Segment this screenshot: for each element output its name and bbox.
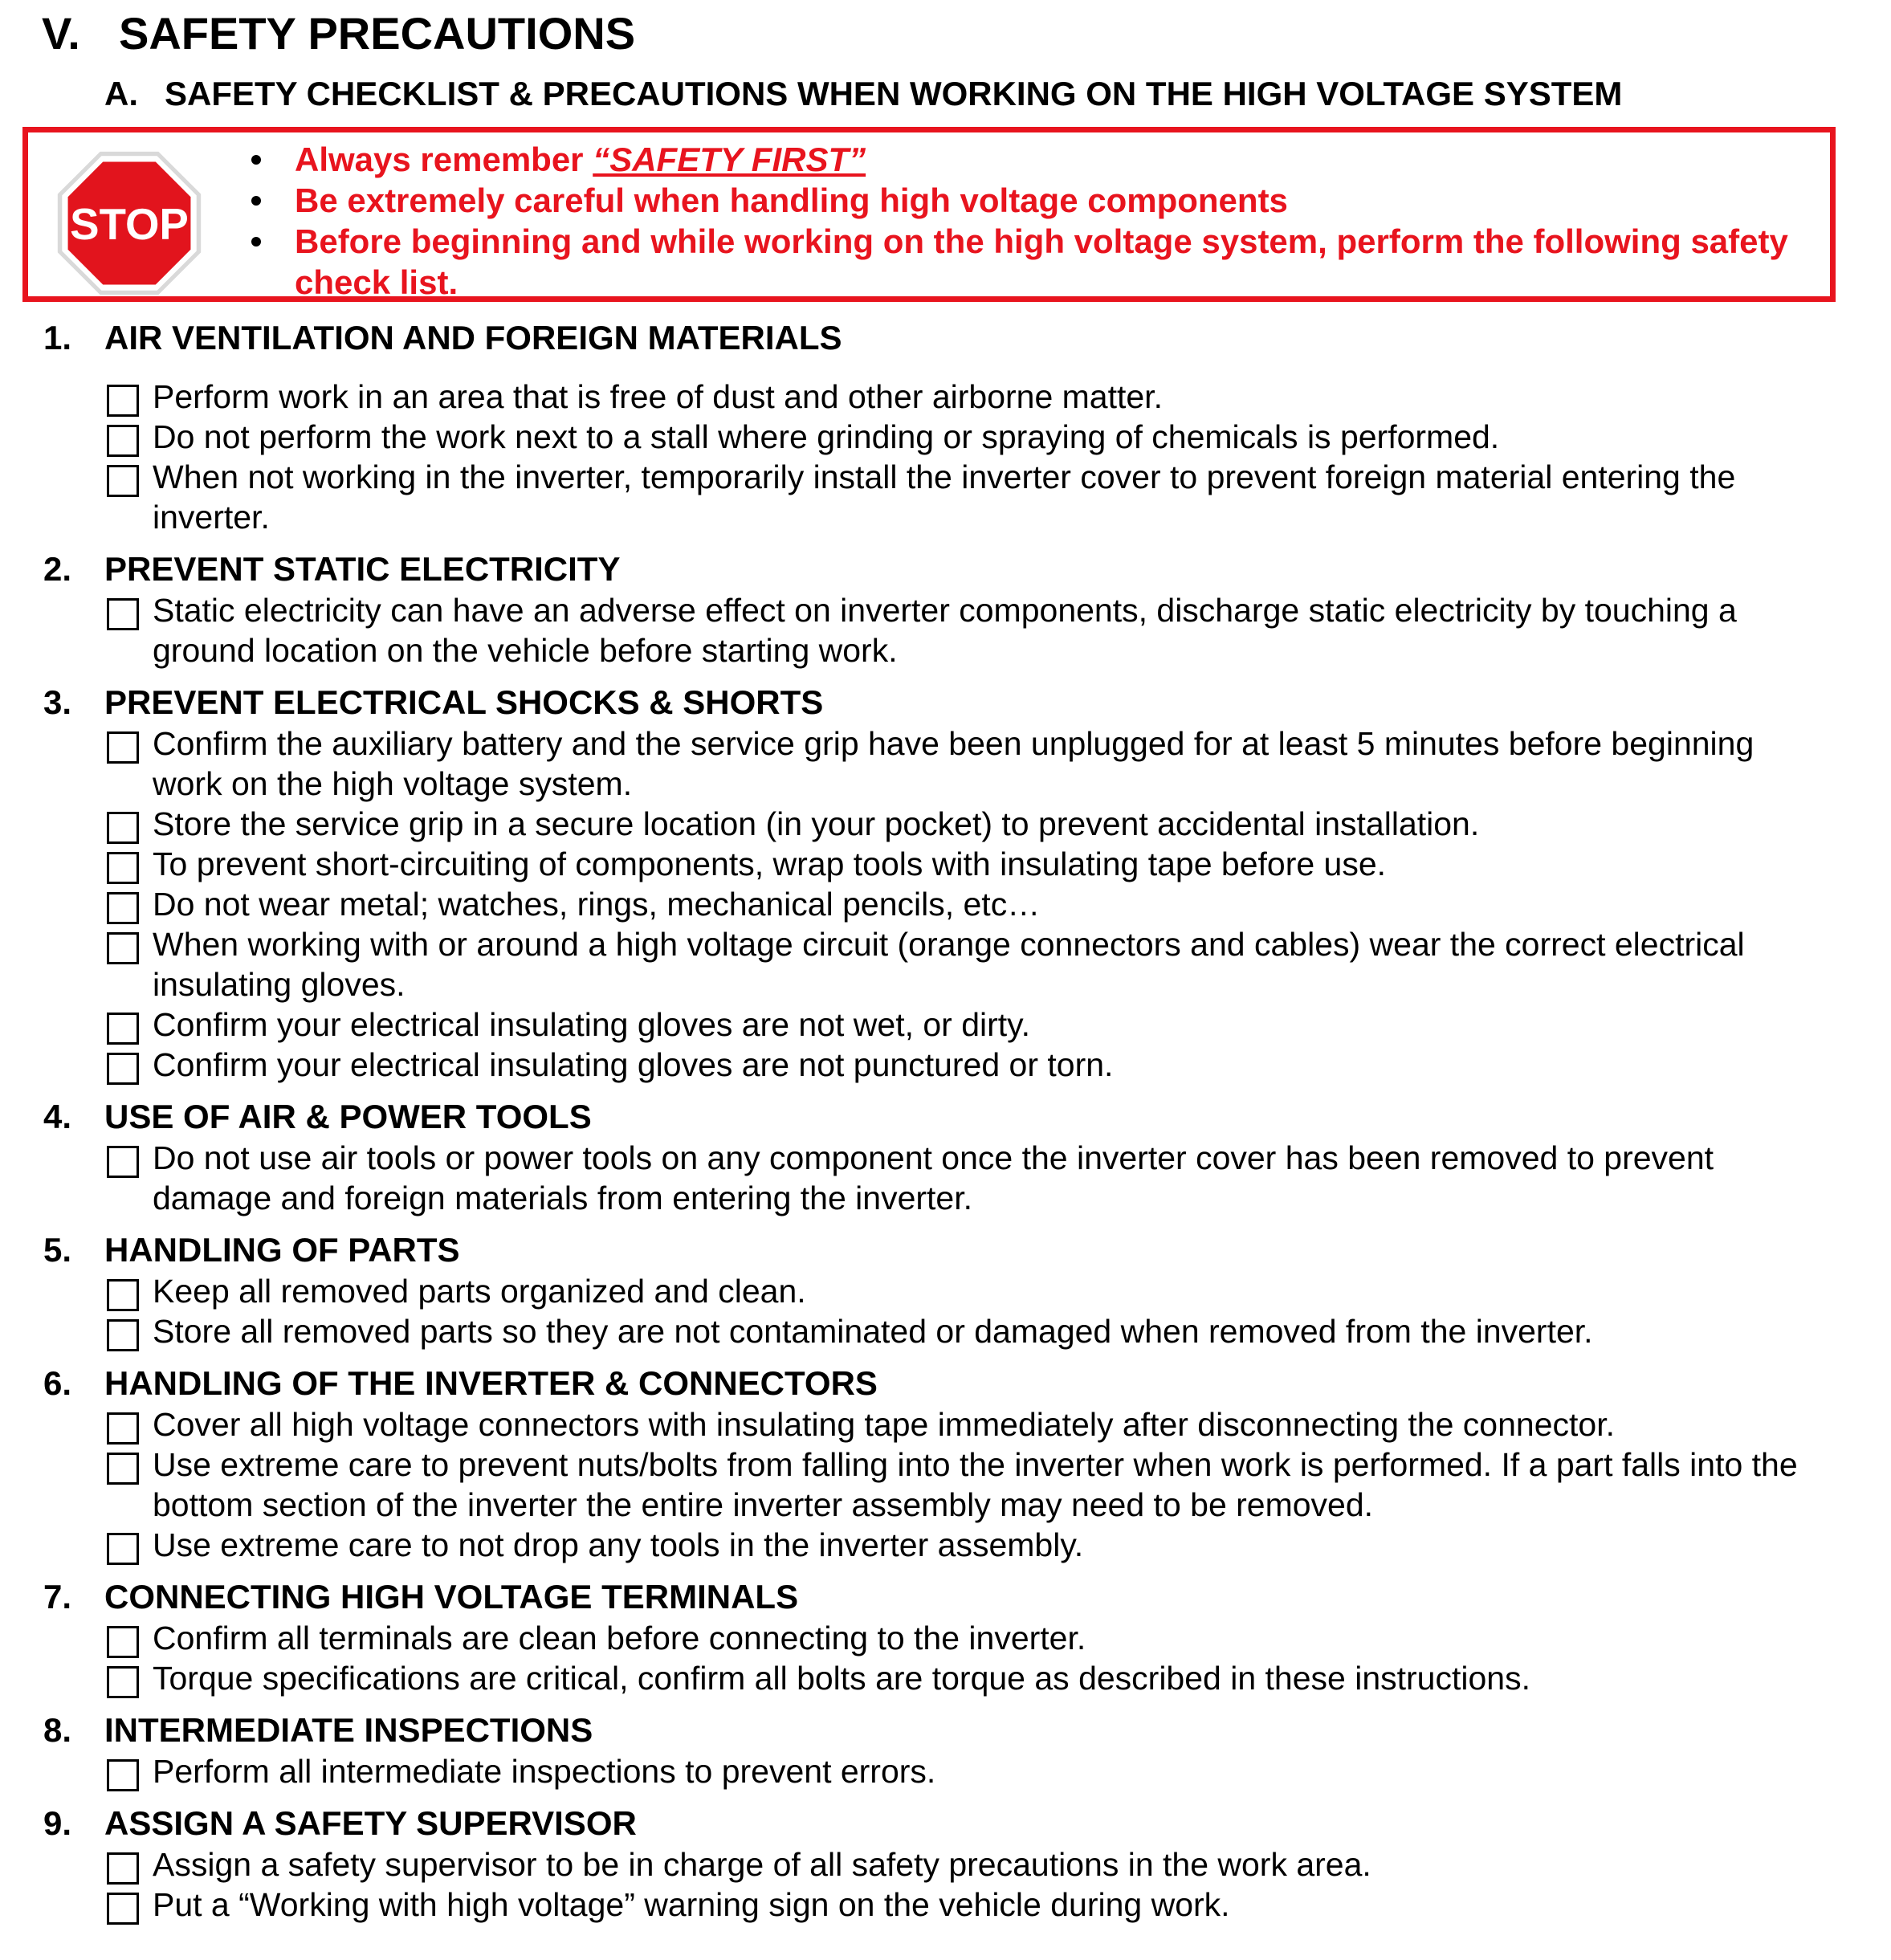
checklist-item-text: When not working in the inverter, temporarily install the inverter cover to prevent foreign material entering the inverter. [153,458,1736,536]
checklist-item-text: Confirm your electrical insulating gloves are not punctured or torn. [153,1046,1114,1083]
warning-line-1-prefix: Always remember [295,141,593,178]
checklist-item-text: Keep all removed parts organized and clean. [153,1273,806,1310]
section-header [0,1576,1891,1618]
warning-bullet-3 [225,221,1831,303]
checklist-section-3 [0,682,1891,1085]
section-heading-number: V. [42,8,80,59]
checkbox[interactable] [107,465,139,497]
section-number: 7. [43,1578,72,1616]
checklist-item [0,723,1815,804]
section-heading-title: SAFETY PRECAUTIONS [119,8,636,59]
checklist-item-text: Confirm all terminals are clean before connecting to the inverter. [153,1620,1086,1656]
safety-first-emphasis: “SAFETY FIRST” [593,141,866,178]
section-title: INTERMEDIATE INSPECTIONS [104,1711,593,1749]
checklist-item-text: Static electricity can have an adverse effect on inverter components, discharge static electricity by touching a ground location on the vehicle before starting work. [153,592,1737,669]
section-header [0,548,1891,590]
checklist-item-text: Confirm your electrical insulating gloves are not wet, or dirty. [153,1006,1031,1043]
checklist-item [0,590,1815,670]
subsection-heading [104,77,1622,111]
checklist-item [0,1751,1815,1791]
checkbox[interactable] [107,1146,139,1178]
checklist-item [0,377,1815,417]
checklist-item [0,1004,1815,1045]
checkbox[interactable] [107,1533,139,1565]
checklist-section-5 [0,1229,1891,1351]
checklist-item-text: Cover all high voltage connectors with insulating tape immediately after disconnecting the connector. [153,1406,1615,1443]
checklist-item-text: Confirm the auxiliary battery and the service grip have been unplugged for at least 5 minutes before beginning work on the high voltage system. [153,725,1754,802]
checklist-section-6 [0,1363,1891,1565]
section-header [0,682,1891,723]
checklist-section-7 [0,1576,1891,1698]
section-header [0,1803,1891,1844]
checkbox[interactable] [107,1626,139,1658]
checklist-item-text: Assign a safety supervisor to be in charge of all safety precautions in the work area. [153,1846,1371,1883]
stop-sign-icon [56,150,202,296]
checklist-item [0,1525,1815,1565]
section-number: 2. [43,550,72,588]
section-title: HANDLING OF THE INVERTER & CONNECTORS [104,1364,878,1402]
checkbox[interactable] [107,1666,139,1698]
checklist-item [0,1271,1815,1311]
section-header [0,1229,1891,1271]
section-number: 1. [43,319,72,357]
checkbox[interactable] [107,425,139,457]
bullet-dot [251,155,261,165]
checkbox[interactable] [107,1053,139,1085]
checklist-item-text: Perform work in an area that is free of dust and other airborne matter. [153,378,1163,415]
section-number: 9. [43,1804,72,1842]
section-title: HANDLING OF PARTS [104,1231,460,1269]
checklist-item-text: Do not use air tools or power tools on any component once the inverter cover has been removed to prevent damage and foreign materials from entering the inverter. [153,1139,1714,1216]
section-title: PREVENT ELECTRICAL SHOCKS & SHORTS [104,683,824,721]
section-title: ASSIGN A SAFETY SUPERVISOR [104,1804,637,1842]
checklist-item-text: Store all removed parts so they are not contaminated or damaged when removed from the inverter. [153,1313,1593,1350]
section-number: 4. [43,1098,72,1135]
section-number: 8. [43,1711,72,1749]
checklist-section-4 [0,1096,1891,1218]
warning-line-2: Be extremely careful when handling high voltage components [295,181,1288,219]
section-title: USE OF AIR & POWER TOOLS [104,1098,592,1135]
checklist-item [0,1445,1815,1525]
checklist-item [0,1885,1815,1925]
checkbox[interactable] [107,731,139,764]
checklist-item [0,1404,1815,1445]
section-title: CONNECTING HIGH VOLTAGE TERMINALS [104,1578,799,1616]
checklist-item-text: Put a “Working with high voltage” warning sign on the vehicle during work. [153,1886,1230,1923]
warning-bullet-2 [225,180,1831,221]
checkbox[interactable] [107,1852,139,1885]
checklist-section-8 [0,1709,1891,1791]
subsection-heading-title: SAFETY CHECKLIST & PRECAUTIONS WHEN WORKING ON THE HIGH VOLTAGE SYSTEM [165,75,1623,112]
section-heading [42,8,636,59]
checklist-item [0,457,1815,537]
checkbox[interactable] [107,1759,139,1791]
checkbox[interactable] [107,932,139,964]
checklist-item [0,1658,1815,1698]
checkbox[interactable] [107,1013,139,1045]
checklist-content [0,317,1891,1936]
section-header [0,1096,1891,1138]
checklist-item [0,1311,1815,1351]
checklist-item-text: To prevent short-circuiting of components, wrap tools with insulating tape before use. [153,846,1387,882]
stop-sign-label: STOP [70,200,189,250]
section-number: 6. [43,1364,72,1402]
section-title: PREVENT STATIC ELECTRICITY [104,550,621,588]
checklist-item [0,1045,1815,1085]
checkbox[interactable] [107,852,139,884]
bullet-dot [251,196,261,206]
section-number: 3. [43,683,72,721]
checklist-item [0,1618,1815,1658]
bullet-dot [251,237,261,247]
checklist-section-1 [0,317,1891,537]
safety-warning-box [22,127,1836,302]
checklist-item-text: When working with or around a high voltage circuit (orange connectors and cables) wear the correct electrical insulating gloves. [153,926,1745,1003]
checklist-item [0,844,1815,884]
section-header [0,1709,1891,1751]
checkbox[interactable] [107,1893,139,1925]
checklist-item [0,1844,1815,1885]
warning-bullet-1 [225,139,1831,180]
checklist-item-text: Perform all intermediate inspections to prevent errors. [153,1753,936,1790]
checklist-item [0,417,1815,457]
checkbox[interactable] [107,812,139,844]
checklist-item-text: Store the service grip in a secure location (in your pocket) to prevent accidental installation. [153,805,1480,842]
checklist-section-2 [0,548,1891,670]
checkbox[interactable] [107,892,139,924]
checklist-item-text: Torque specifications are critical, confirm all bolts are torque as described in these instructions. [153,1660,1530,1697]
section-header [0,317,1891,359]
checklist-item-text: Do not perform the work next to a stall where grinding or spraying of chemicals is performed. [153,418,1500,455]
warning-line-3: Before beginning and while working on the high voltage system, perform the following safety check list. [295,222,1788,301]
checkbox[interactable] [107,1412,139,1445]
checkbox[interactable] [107,598,139,630]
checkbox[interactable] [107,385,139,417]
section-header [0,1363,1891,1404]
checklist-item [0,884,1815,924]
checklist-item [0,1138,1815,1218]
section-title: AIR VENTILATION AND FOREIGN MATERIALS [104,319,842,357]
checklist-item-text: Use extreme care to not drop any tools in the inverter assembly. [153,1526,1084,1563]
checkbox[interactable] [107,1453,139,1485]
checklist-item [0,924,1815,1004]
section-number: 5. [43,1231,72,1269]
checkbox[interactable] [107,1319,139,1351]
checkbox[interactable] [107,1279,139,1311]
checklist-item-text: Use extreme care to prevent nuts/bolts from falling into the inverter when work is performed. If a part falls into the bottom section of the inverter the entire inverter assembly may need to be removed. [153,1446,1798,1523]
checklist-item-text: Do not wear metal; watches, rings, mechanical pencils, etc… [153,886,1041,923]
warning-bullet-list [225,139,1831,303]
checklist-item [0,804,1815,844]
checklist-section-9 [0,1803,1891,1925]
subsection-heading-number: A. [104,75,138,112]
